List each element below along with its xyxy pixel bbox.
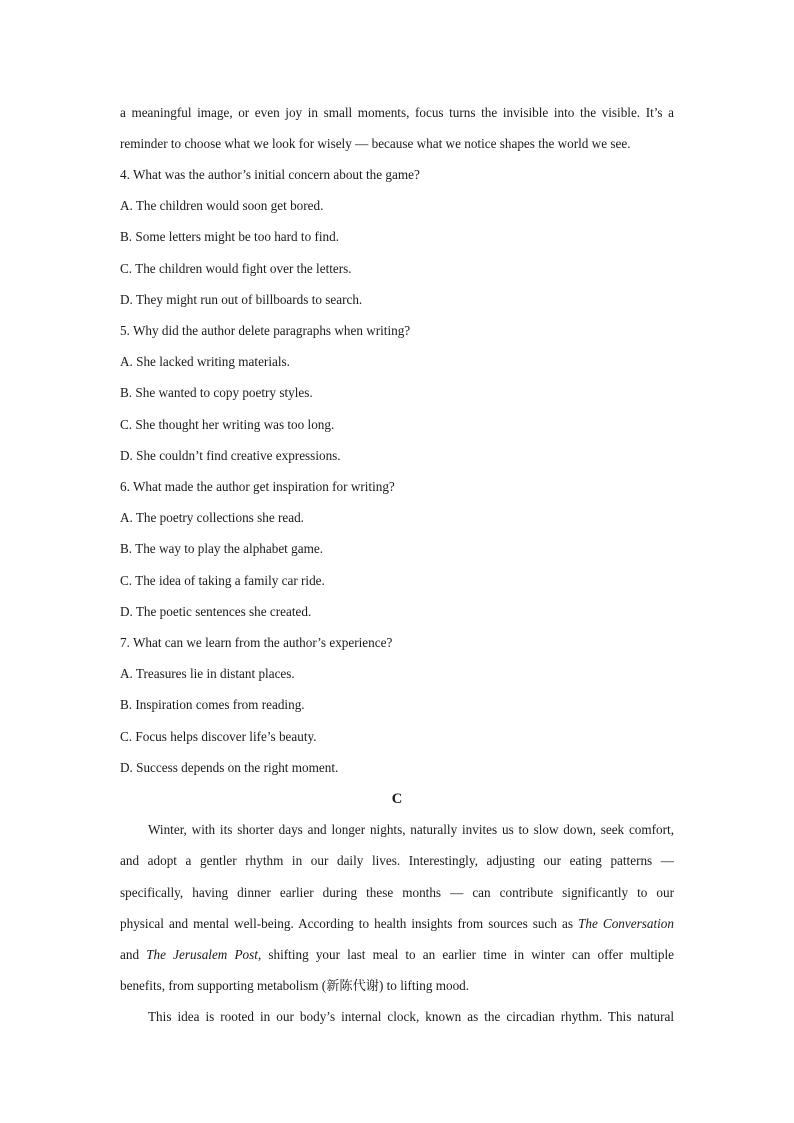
passage-b-line-1: a meaningful image, or even joy in small moments, focus turns the invisible into the visible. It’s a	[120, 105, 674, 120]
question-4-option-a: A. The children would soon get bored.	[120, 198, 324, 213]
passage-c-heading: C	[391, 791, 403, 807]
question-5-stem: 5. Why did the author delete paragraphs when writing?	[120, 323, 411, 338]
question-4-option-d: D. They might run out of billboards to search.	[120, 292, 363, 307]
passage-c-p1-line-1: Winter, with its shorter days and longer nights, naturally invites us to slow down, seek comfort,	[148, 822, 674, 837]
question-6-option-b: B. The way to play the alphabet game.	[120, 541, 324, 556]
source-title-the-conversation: The Conversation	[578, 916, 674, 931]
passage-c-p1-line-6: benefits, from supporting metabolism (新陈代谢) to lifting mood.	[120, 978, 470, 993]
passage-c-p2-line-1: This idea is rooted in our body’s internal clock, known as the circadian rhythm. This natural	[148, 1009, 674, 1024]
question-6-option-a: A. The poetry collections she read.	[120, 510, 304, 525]
passage-c-p1-line-5-text-a: and	[120, 947, 147, 962]
question-5-option-d: D. She couldn’t find creative expressions.	[120, 448, 341, 463]
question-7-option-d: D. Success depends on the right moment.	[120, 760, 339, 775]
question-6-stem: 6. What made the author get inspiration for writing?	[120, 479, 395, 494]
question-4-option-c: C. The children would fight over the letters.	[120, 261, 352, 276]
source-title-jerusalem-post: The Jerusalem Post	[146, 947, 258, 962]
question-6-option-c: C. The idea of taking a family car ride.	[120, 573, 325, 588]
passage-c-p1-line-5-text-b: , shifting your last meal to an earlier time in winter can offer multiple	[257, 947, 674, 962]
passage-c-p1-line-4-text: physical and mental well-being. According to health insights from sources such as	[120, 916, 579, 931]
passage-c-p1-line-2: and adopt a gentler rhythm in our daily lives. Interestingly, adjusting our eating patterns —	[120, 853, 674, 868]
passage-b-line-2: reminder to choose what we look for wisely — because what we notice shapes the world we see.	[120, 136, 631, 151]
passage-c-p1-line-5	[120, 947, 674, 963]
passage-c-p1-line-3: specifically, having dinner earlier during these months — can contribute significantly to our	[120, 885, 674, 900]
question-5-option-b: B. She wanted to copy poetry styles.	[120, 385, 313, 400]
question-5-option-a: A. She lacked writing materials.	[120, 354, 290, 369]
question-7-option-c: C. Focus helps discover life’s beauty.	[120, 729, 317, 744]
question-7-option-b: B. Inspiration comes from reading.	[120, 697, 305, 712]
question-4-option-b: B. Some letters might be too hard to find.	[120, 229, 340, 244]
passage-c-p1-line-4	[120, 916, 674, 932]
question-4-stem: 4. What was the author’s initial concern about the game?	[120, 167, 420, 182]
question-5-option-c: C. She thought her writing was too long.	[120, 417, 335, 432]
question-7-stem: 7. What can we learn from the author’s experience?	[120, 635, 393, 650]
question-7-option-a: A. Treasures lie in distant places.	[120, 666, 295, 681]
question-6-option-d: D. The poetic sentences she created.	[120, 604, 312, 619]
